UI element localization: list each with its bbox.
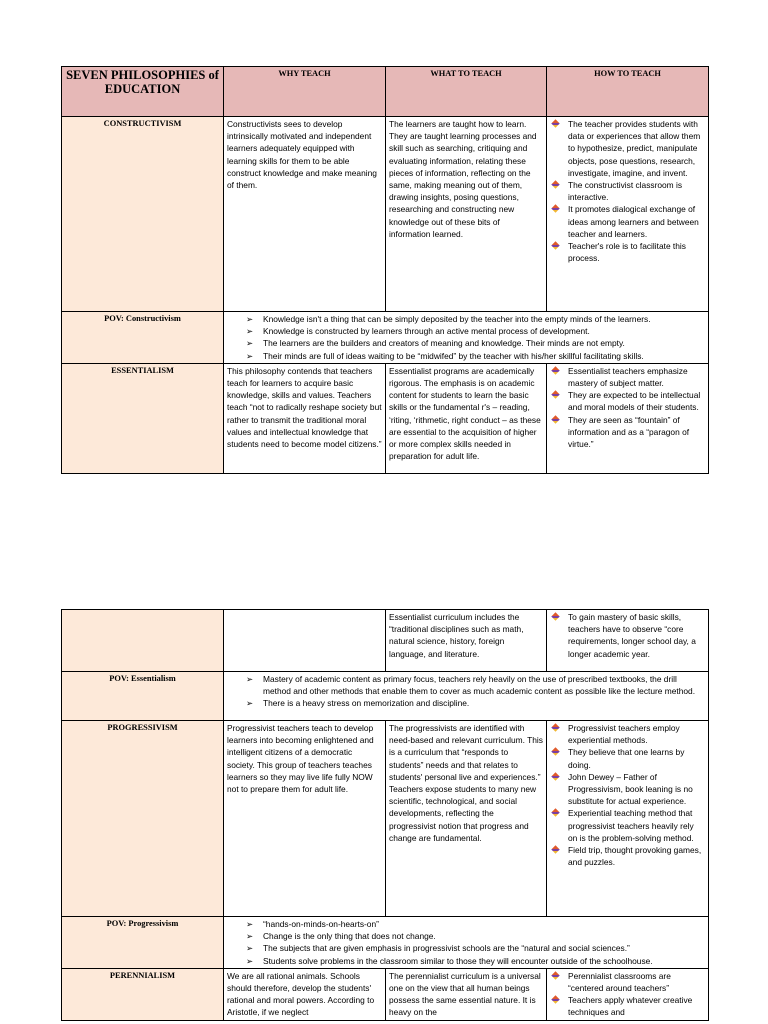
essentialism-cont-what: Essentialist curriculum includes the “traditional disciplines such as math, natural science, history, foreign language, and literature. — [386, 610, 547, 672]
philosophies-table-part-2 — [61, 609, 709, 1021]
list-item: Teachers apply whatever creative techniques and — [562, 994, 705, 1018]
constructivism-what: The learners are taught how to learn. They are taught learning processes and skill such as searching, critiquing and evaluating information, relating these pieces of information, reflecting on the same, making meaning out of them, drawing insights, posing questions, researching and constructing new knowledge out of these bits of information learned. — [386, 117, 547, 312]
list-item: ➢ Students solve problems in the classroom similar to those they will encounter outside of the schoolhouse. — [263, 955, 705, 967]
row-pov-progressivism — [62, 917, 709, 969]
list-item: They are expected to be intellectual and moral models of their students. — [562, 389, 705, 413]
label-perennialism: PERENNIALISM — [62, 968, 224, 1020]
list-item: Experiential teaching method that progressivist teachers heavily rely on is the problem-solving method. — [562, 807, 705, 844]
list-item: They are seen as “fountain” of information and as a “paragon of virtue.” — [562, 414, 705, 451]
label-pov-constructivism: POV: Constructivism — [62, 312, 224, 364]
list-item: They believe that one learns by doing. — [562, 746, 705, 770]
header-philosophies: SEVEN PHILOSOPHIES of EDUCATION — [62, 67, 224, 117]
header-what-to-teach: WHAT TO TEACH — [386, 67, 547, 117]
list-item: To gain mastery of basic skills, teachers have to observe “core requirements, longer school day, a longer academic year. — [562, 611, 705, 660]
label-pov-essentialism: POV: Essentialism — [62, 672, 224, 721]
constructivism-why: Constructivists sees to develop intrinsically motivated and independent learners adequately equipped with learning skills for them to be able construct knowledge and make meaning of them. — [224, 117, 386, 312]
row-pov-constructivism — [62, 312, 709, 364]
label-progressivism: PROGRESSIVISM — [62, 721, 224, 917]
row-pov-essentialism — [62, 672, 709, 721]
list-item: ➢ The learners are the builders and creators of meaning and knowledge. Their minds are not empty. — [263, 337, 705, 349]
list-item: It promotes dialogical exchange of ideas among learners and between teacher and learners. — [562, 203, 705, 240]
row-perennialism — [62, 968, 709, 1020]
list-item: Progressivist teachers employ experiential methods. — [562, 722, 705, 746]
row-essentialism-continued — [62, 610, 709, 672]
list-item: ➢ Their minds are full of ideas waiting to be “midwifed” by the teacher with his/her skillful facilitating skills. — [263, 350, 705, 362]
list-item: ➢ Mastery of academic content as primary focus, teachers rely heavily on the use of prescribed textbooks, the drill method and other methods that enable them to cover as much academic content as possible like the lecture method. — [263, 673, 705, 697]
list-item: ➢ “hands-on-minds-on-hearts-on” — [263, 918, 705, 930]
row-essentialism — [62, 363, 709, 473]
list-item: Teacher's role is to facilitate this process. — [562, 240, 705, 264]
list-item: Perennialist classrooms are “centered around teachers” — [562, 970, 705, 994]
list-item: John Dewey – Father of Progressivism, book leaning is no substitute for actual experience. — [562, 771, 705, 808]
progressivism-what: The progressivists are identified with need-based and relevant curriculum. This is a curriculum that “responds to students” needs and that relates to students' personal live and experiences.” Teachers expose students to many new scientific, technological, and social developments, reflecting the progressivist notion that progress and change are fundamental. — [386, 721, 547, 917]
perennialism-what: The perennialist curriculum is a universal one on the view that all human beings possess the same essential nature. It is heavy on the — [386, 968, 547, 1020]
pov-constructivism-points — [224, 312, 709, 364]
row-constructivism — [62, 117, 709, 312]
constructivism-how — [547, 117, 709, 312]
perennialism-how — [547, 968, 709, 1020]
essentialism-cont-how — [547, 610, 709, 672]
list-item: ➢ Knowledge isn't a thing that can be simply deposited by the teacher into the empty minds of the learners. — [263, 313, 705, 325]
header-how-to-teach: HOW TO TEACH — [547, 67, 709, 117]
list-item: The teacher provides students with data or experiences that allow them to hypothesize, predict, manipulate objects, pose questions, research, investigate, imagine, and invent. — [562, 118, 705, 179]
list-item: The constructivist classroom is interactive. — [562, 179, 705, 203]
label-pov-progressivism: POV: Progressivism — [62, 917, 224, 969]
header-why-teach: WHY TEACH — [224, 67, 386, 117]
progressivism-why: Progressivist teachers teach to develop learners into becoming enlightened and intelligent citizens of a democratic society. This group of teachers teaches learners so they may live life fully NOW not to prepare them for adult life. — [224, 721, 386, 917]
pov-progressivism-points — [224, 917, 709, 969]
essentialism-cont-why — [224, 610, 386, 672]
perennialism-why: We are all rational animals. Schools should therefore, develop the students' rational and moral powers. According to Aristotle, if we neglect — [224, 968, 386, 1020]
philosophies-table-part-1 — [61, 66, 709, 474]
list-item: ➢ Change is the only thing that does not change. — [263, 930, 705, 942]
essentialism-how — [547, 363, 709, 473]
list-item: Essentialist teachers emphasize mastery of subject matter. — [562, 365, 705, 389]
row-progressivism — [62, 721, 709, 917]
list-item: Field trip, thought provoking games, and puzzles. — [562, 844, 705, 868]
label-essentialism-continued — [62, 610, 224, 672]
list-item: ➢ There is a heavy stress on memorization and discipline. — [263, 697, 705, 709]
essentialism-why: This philosophy contends that teachers teach for learners to acquire basic knowledge, skills and values. Teachers teach “not to radically reshape society but rather to transmit the traditional moral values and intellectual knowledge that students need to become model citizens.” — [224, 363, 386, 473]
label-essentialism: ESSENTIALISM — [62, 363, 224, 473]
label-constructivism: CONSTRUCTIVISM — [62, 117, 224, 312]
essentialism-what: Essentialist programs are academically rigorous. The emphasis is on academic content for students to learn the basic skills or the fundamental r's – reading, ‘riting, ‘rithmetic, right conduct – as these are essential to the acquisition of higher or more complex skills needed in preparation for adult life. — [386, 363, 547, 473]
pov-essentialism-points — [224, 672, 709, 721]
progressivism-how — [547, 721, 709, 917]
list-item: ➢ Knowledge is constructed by learners through an active mental process of development. — [263, 325, 705, 337]
list-item: ➢ The subjects that are given emphasis in progressivist schools are the “natural and social sciences.” — [263, 942, 705, 954]
header-row — [62, 67, 709, 117]
